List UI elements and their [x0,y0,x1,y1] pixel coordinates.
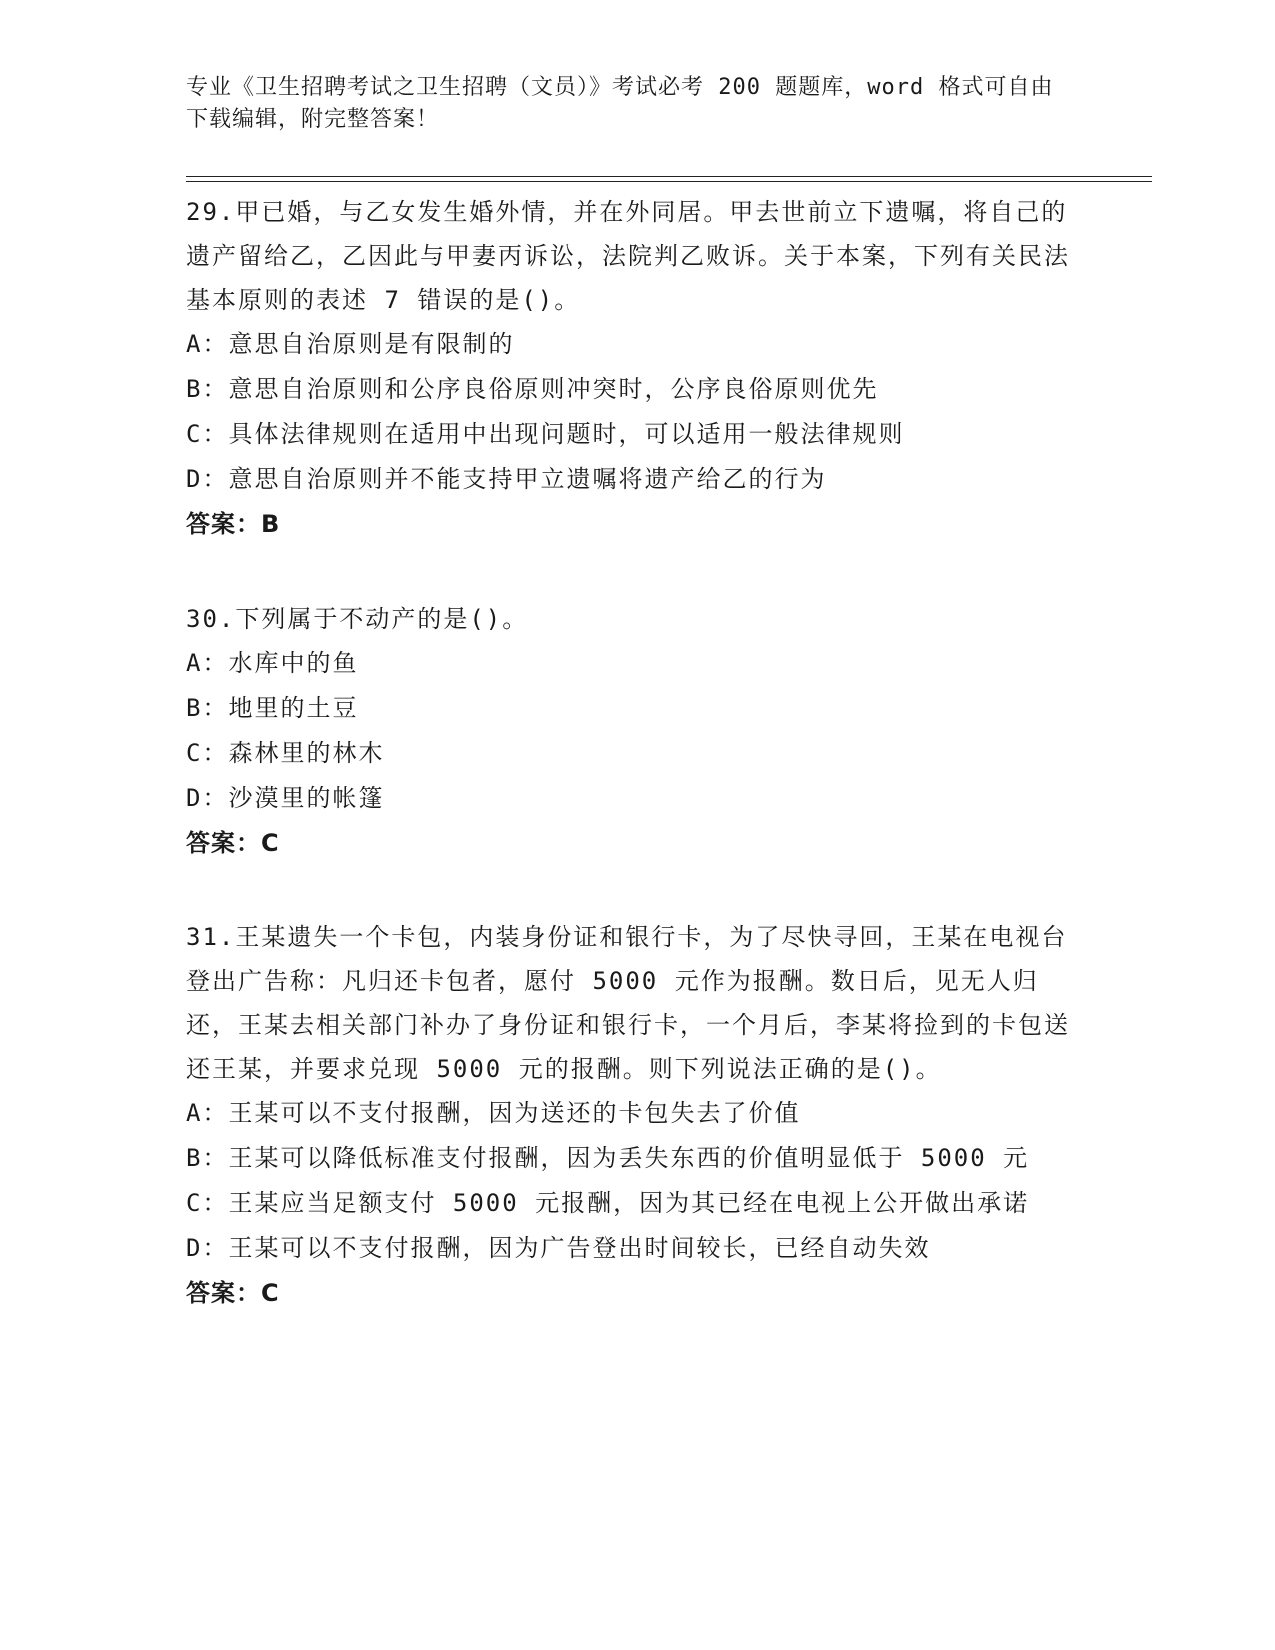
option-c: C：森林里的林木 [186,739,385,767]
question-29 [186,190,1076,546]
question-stem: 31.王某遗失一个卡包，内装身份证和银行卡，为了尽快寻回，王某在电视台登出广告称：凡归还卡包者，愿付 5000 元作为报酬。数日后，见无人归还，王某去相关部门补办了身份证和银行卡，一个月后，李某将捡到的卡包送还王某，并要求兑现 5000 元的报酬。则下列说法正确的是()。 [186,923,1070,1083]
question-30 [186,597,1076,865]
option-a: A：王某可以不支付报酬，因为送还的卡包失去了价值 [186,1099,801,1127]
answer: 答案：B [186,510,281,538]
option-d: D：意思自治原则并不能支持甲立遗嘱将遗产给乙的行为 [186,465,827,493]
option-c: C：王某应当足额支付 5000 元报酬，因为其已经在电视上公开做出承诺 [186,1189,1030,1217]
header-divider-top [186,176,1152,177]
answer: 答案：C [186,1279,280,1307]
header-divider-bottom [186,181,1152,182]
option-b: B：王某可以降低标准支付报酬，因为丢失东西的价值明显低于 5000 元 [186,1144,1030,1172]
question-stem: 29.甲已婚，与乙女发生婚外情，并在外同居。甲去世前立下遗嘱，将自己的遗产留给乙，乙因此与甲妻丙诉讼，法院判乙败诉。关于本案，下列有关民法基本原则的表述 7 错误的是()。 [186,198,1070,314]
option-d: D：沙漠里的帐篷 [186,784,385,812]
option-c: C：具体法律规则在适用中出现问题时，可以适用一般法律规则 [186,420,905,448]
option-b: B：意思自治原则和公序良俗原则冲突时，公序良俗原则优先 [186,375,879,403]
option-d: D：王某可以不支付报酬，因为广告登出时间较长，已经自动失效 [186,1234,931,1262]
answer: 答案：C [186,829,280,857]
question-31 [186,915,1076,1315]
question-stem: 30.下列属于不动产的是()。 [186,605,529,633]
option-b: B：地里的土豆 [186,694,359,722]
option-a: A：意思自治原则是有限制的 [186,330,515,358]
option-a: A：水库中的鱼 [186,649,359,677]
document-header: 专业《卫生招聘考试之卫生招聘（文员）》考试必考 200 题题库，word 格式可自由下载编辑，附完整答案！ [186,75,1054,132]
